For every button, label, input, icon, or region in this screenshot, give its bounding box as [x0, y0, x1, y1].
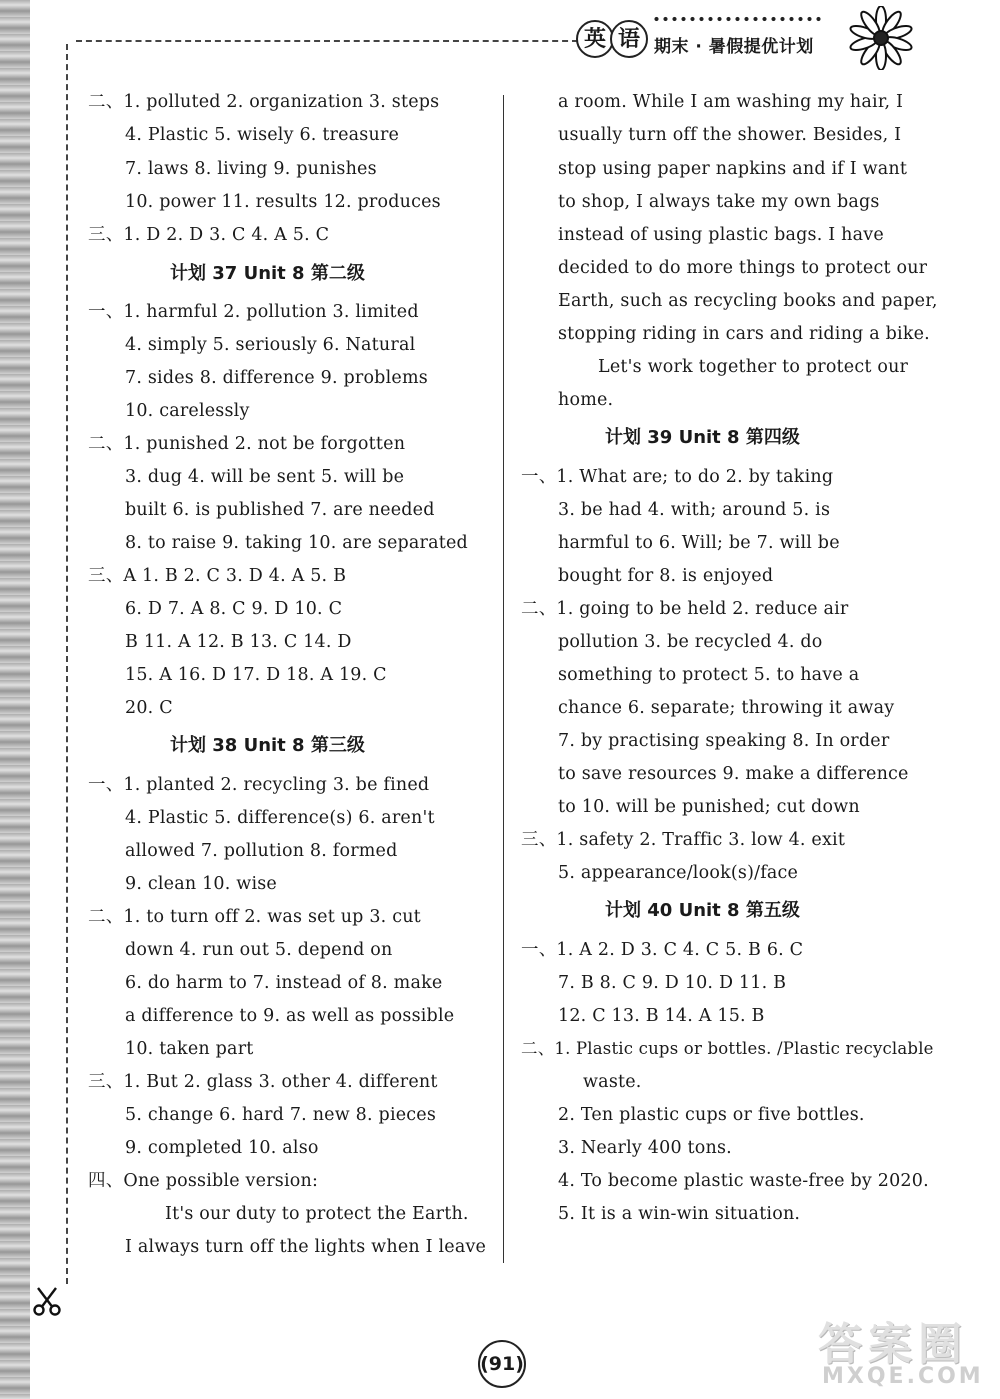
answer-line: 三、A 1. B 2. C 3. D 4. A 5. B [88, 566, 347, 586]
answer-line: 一、1. A 2. D 3. C 4. C 5. B 6. C [521, 940, 804, 960]
answer-line: B 11. A 12. B 13. C 14. D [125, 632, 352, 652]
cut-line-top [76, 40, 578, 42]
answer-line: bought for 8. is enjoyed [558, 566, 774, 586]
book-binding-edge [0, 0, 30, 1399]
answer-line: 7. laws 8. living 9. punishes [125, 159, 377, 179]
answer-line: 一、1. harmful 2. pollution 3. limited [88, 302, 419, 322]
page-header [570, 12, 990, 72]
essay-line: to shop, I always take my own bags [558, 192, 880, 212]
section-heading: 计划 38 Unit 8 第三级 [170, 735, 365, 756]
answer-line: 20. C [125, 698, 173, 718]
answer-line: waste. [583, 1072, 642, 1092]
page-number: (91) [478, 1340, 526, 1388]
essay-line: Earth, such as recycling books and paper, [558, 291, 938, 311]
answer-line: 3. Nearly 400 tons. [558, 1138, 732, 1158]
answer-line: 5. It is a win-win situation. [558, 1204, 801, 1224]
essay-line: decided to do more things to protect our [558, 258, 928, 278]
watermark-logo-text: 答案圈 [818, 1319, 968, 1370]
answer-line: 10. taken part [125, 1039, 254, 1059]
answer-line: 一、1. planted 2. recycling 3. be fined [88, 775, 430, 795]
answer-line: 四、One possible version: [88, 1171, 319, 1191]
answer-line: 二、1. going to be held 2. reduce air [521, 599, 849, 619]
answer-line: 6. do harm to 7. instead of 8. make [125, 973, 443, 993]
flower-icon [846, 6, 916, 70]
answer-line: 4. Plastic 5. wisely 6. treasure [125, 125, 400, 145]
answer-line: 二、1. to turn off 2. was set up 3. cut [88, 907, 421, 927]
cut-line-left [66, 44, 68, 1284]
answer-line: 二、1. polluted 2. organization 3. steps [88, 92, 440, 112]
answer-line: 3. dug 4. will be sent 5. will be [125, 467, 405, 487]
answer-line: 三、1. D 2. D 3. C 4. A 5. C [88, 225, 330, 245]
answer-line: chance 6. separate; throwing it away [558, 698, 895, 718]
answer-line: pollution 3. be recycled 4. do [558, 632, 823, 652]
answer-line: 5. change 6. hard 7. new 8. pieces [125, 1105, 437, 1125]
answer-line: to save resources 9. make a difference [558, 764, 909, 784]
answer-line: 9. clean 10. wise [125, 874, 277, 894]
answer-line: harmful to 6. Will; be 7. will be [558, 533, 840, 553]
answer-line: 7. sides 8. difference 9. problems [125, 368, 428, 388]
answer-line: allowed 7. pollution 8. formed [125, 841, 398, 861]
answer-line: 二、1. Plastic cups or bottles. /Plastic recyclable [521, 1039, 934, 1058]
answer-line: 三、1. But 2. glass 3. other 4. different [88, 1072, 438, 1092]
answer-line: something to protect 5. to have a [558, 665, 860, 685]
essay-line: usually turn off the shower. Besides, I [558, 125, 902, 145]
watermark-url: MXQE.COM [822, 1364, 984, 1389]
answer-line: 7. B 8. C 9. D 10. D 11. B [558, 973, 787, 993]
essay-line: home. [558, 390, 614, 410]
answer-line: 4. To become plastic waste-free by 2020. [558, 1171, 929, 1191]
column-divider [503, 95, 504, 1263]
answer-line: 8. to raise 9. taking 10. are separated [125, 533, 468, 553]
answer-line: 5. appearance/look(s)/face [558, 863, 799, 883]
answer-line: 一、1. What are; to do 2. by taking [521, 467, 834, 487]
essay-line: stop using paper napkins and if I want [558, 159, 908, 179]
answer-line: 4. Plastic 5. difference(s) 6. aren't [125, 808, 435, 828]
answer-line: 二、1. punished 2. not be forgotten [88, 434, 406, 454]
answer-line: 10. carelessly [125, 401, 250, 421]
answer-line: to 10. will be punished; cut down [558, 797, 860, 817]
answer-line: 15. A 16. D 17. D 18. A 19. C [125, 665, 387, 685]
essay-line: stopping riding in cars and riding a bike. [558, 324, 930, 344]
essay-line: instead of using plastic bags. I have [558, 225, 884, 245]
answer-line: 3. be had 4. with; around 5. is [558, 500, 831, 520]
answer-line: 6. D 7. A 8. C 9. D 10. C [125, 599, 343, 619]
answer-line: down 4. run out 5. depend on [125, 940, 393, 960]
answer-line: 三、1. safety 2. Traffic 3. low 4. exit [521, 830, 846, 850]
section-heading: 计划 39 Unit 8 第四级 [605, 427, 800, 448]
section-heading: 计划 37 Unit 8 第二级 [170, 263, 365, 284]
answer-line: a difference to 9. as well as possible [125, 1006, 455, 1026]
scissors-icon [32, 1286, 62, 1320]
answer-line: built 6. is published 7. are needed [125, 500, 435, 520]
subject-badge-2: 语 [610, 20, 648, 58]
essay-line: a room. While I am washing my hair, I [558, 92, 904, 112]
answer-line: 12. C 13. B 14. A 15. B [558, 1006, 765, 1026]
answer-line: 9. completed 10. also [125, 1138, 319, 1158]
series-title: 期末 · 暑假提优计划 [654, 37, 814, 57]
essay-line: I always turn off the lights when I leave [125, 1237, 487, 1257]
answer-line: 4. simply 5. seriously 6. Natural [125, 335, 416, 355]
subject-badge-1: 英 [576, 20, 614, 58]
site-watermark [818, 1308, 988, 1394]
section-heading: 计划 40 Unit 8 第五级 [605, 900, 800, 921]
answer-line: 2. Ten plastic cups or five bottles. [558, 1105, 865, 1125]
header-dot-decoration [652, 15, 822, 23]
answer-line: 10. power 11. results 12. produces [125, 192, 441, 212]
answer-line: 7. by practising speaking 8. In order [558, 731, 890, 751]
essay-line: It's our duty to protect the Earth. [165, 1204, 469, 1224]
essay-line: Let's work together to protect our [598, 357, 909, 377]
